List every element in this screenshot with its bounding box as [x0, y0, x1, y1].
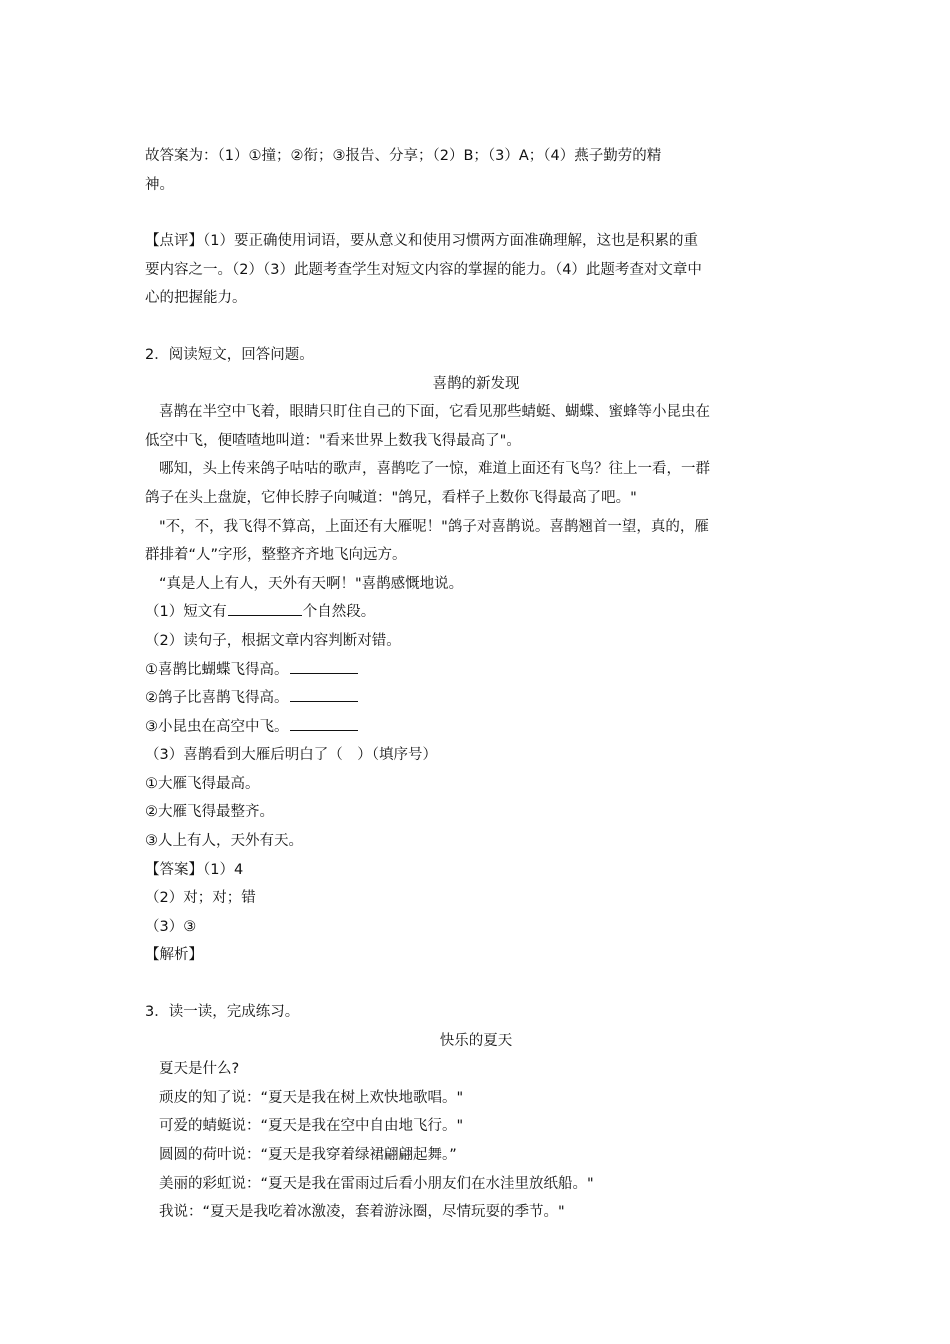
passage-line: "不，不，我飞得不算高，上面还有大雁呢！"鸽子对喜鹊说。喜鹊翘首一望，真的，雁 — [159, 518, 709, 535]
answer-line: （2）对；对；错 — [145, 890, 256, 907]
answer-blank[interactable] — [290, 716, 358, 731]
comment-line: 心的把握能力。 — [145, 290, 247, 307]
judgement-item — [145, 713, 807, 742]
passage-line: 我说：“夏天是我吃着冰激凌，套着游泳圈，尽情玩耍的季节。" — [159, 1204, 565, 1221]
judgement-item — [145, 656, 807, 685]
sub-question-text: （1）短文有 — [145, 604, 227, 621]
passage-line: 哪知，头上传来鸽子咕咕的歌声，喜鹊吃了一惊，难道上面还有飞鸟？往上一看，一群 — [159, 461, 710, 478]
option-item: ③人上有人，天外有天。 — [145, 833, 303, 850]
passage-line: 喜鹊在半空中飞着，眼睛只盯住自己的下面，它看见那些蜻蜓、蝴蝶、蜜蜂等小昆虫在 — [159, 404, 710, 421]
answer-line: （3）③ — [145, 918, 197, 935]
analysis-label: 【解析】 — [145, 947, 203, 964]
judgement-item — [145, 684, 807, 713]
document-content — [145, 142, 807, 1227]
question-heading: 2．阅读短文，回答问题。 — [145, 346, 314, 363]
answer-blank[interactable] — [228, 601, 302, 616]
judgement-text: ③小昆虫在高空中飞。 — [145, 718, 289, 735]
passage-title: 快乐的夏天 — [439, 1032, 513, 1049]
sub-question-3: （3）喜鹊看到大雁后明白了（ ）（填序号） — [145, 747, 437, 764]
sub-question-2: （2）读句子，根据文章内容判断对错。 — [145, 632, 401, 649]
judgement-text: ①喜鹊比蝴蝶飞得高。 — [145, 661, 289, 678]
passage-line: 可爱的蜻蜓说：“夏天是我在空中自由地飞行。" — [159, 1118, 464, 1135]
judgement-text: ②鸽子比喜鹊飞得高。 — [145, 690, 289, 707]
sub-question-text: 个自然段。 — [302, 604, 376, 621]
option-item: ②大雁飞得最整齐。 — [145, 804, 274, 821]
comment-line: 要内容之一。（2）（3）此题考查学生对短文内容的掌握的能力。（4）此题考查对文章中 — [145, 261, 702, 278]
comment-block — [145, 227, 807, 313]
answer-blank[interactable] — [290, 659, 358, 674]
passage-title: 喜鹊的新发现 — [432, 375, 520, 392]
answer-line: 故答案为：（1）①撞；②衔；③报告、分享；（2）B；（3）A；（4）燕子勤劳的精 — [145, 148, 662, 164]
passage-line: 群排着“人”字形，整整齐齐地飞向远方。 — [145, 547, 407, 564]
passage-line: 美丽的彩虹说：“夏天是我在雷雨过后看小朋友们在水洼里放纸船。" — [159, 1175, 594, 1192]
question-heading: 3．读一读，完成练习。 — [145, 1004, 300, 1021]
answer-line: 【答案】（1）4 — [145, 861, 244, 878]
comment-line: 【点评】（1）要正确使用词语，要从意义和使用习惯两方面准确理解，这也是积累的重 — [145, 233, 698, 250]
passage-line: 圆圆的荷叶说：“夏天是我穿着绿裙翩翩起舞。” — [159, 1147, 457, 1163]
passage-line: 低空中飞，便喳喳地叫道："看来世界上数我飞得最高了"。 — [145, 432, 521, 449]
answer-line: 神。 — [145, 176, 174, 193]
sub-question-1 — [145, 598, 807, 627]
passage-line: 夏天是什么? — [159, 1061, 240, 1078]
answer-blank[interactable] — [290, 687, 358, 702]
passage-line: “真是人上有人，天外有天啊！"喜鹊感慨地说。 — [159, 575, 464, 592]
passage-line: 顽皮的知了说：“夏天是我在树上欢快地歌唱。" — [159, 1089, 464, 1106]
question-2 — [145, 341, 807, 970]
passage-line: 鸽子在头上盘旋，它伸长脖子向喊道："鸽兄，看样子上数你飞得最高了吧。" — [145, 489, 637, 506]
question-3 — [145, 998, 807, 1227]
previous-answer — [145, 142, 807, 199]
option-item: ①大雁飞得最高。 — [145, 775, 260, 792]
